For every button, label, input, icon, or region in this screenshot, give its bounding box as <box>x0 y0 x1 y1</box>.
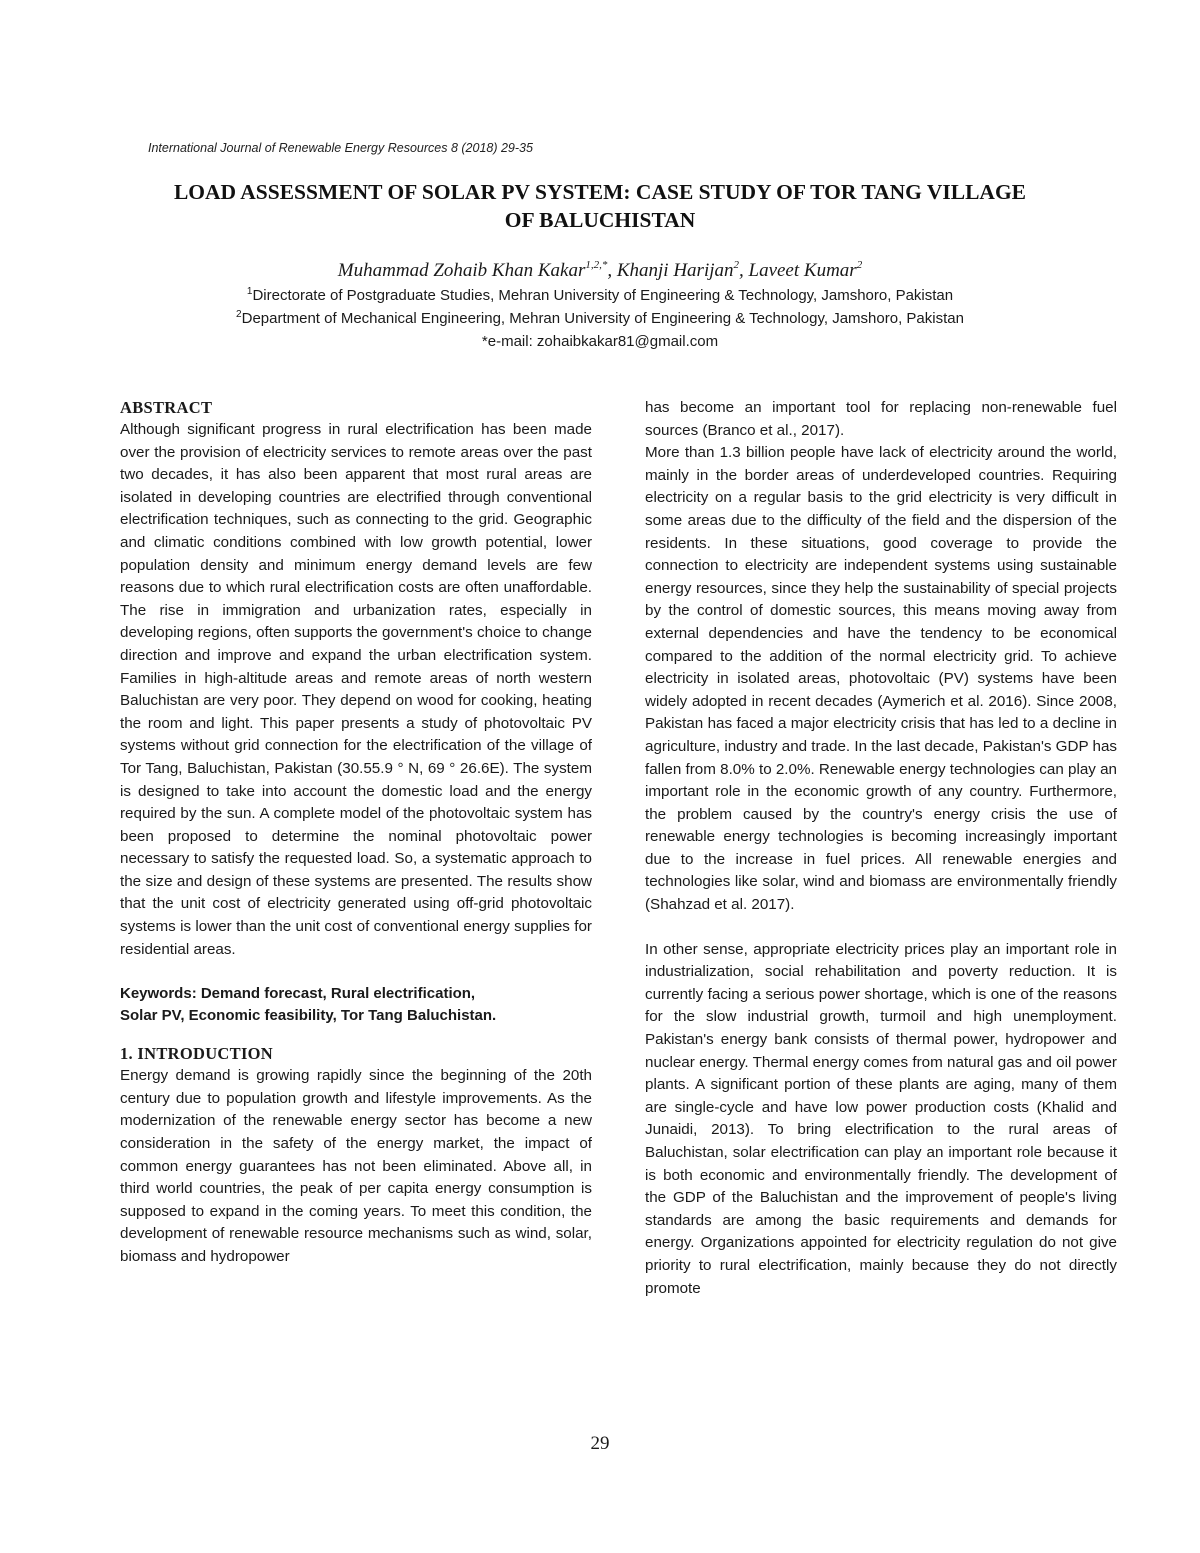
paragraph-1: has become an important tool for replacing non-renewable fuel sources (Branco et al., 2017). <box>645 399 1117 439</box>
author-separator: , <box>607 260 617 281</box>
abstract-text: Although significant progress in rural electrification has been made over the provision of electricity services to remote areas over the past two decades, it has also been apparent that most rural areas are isolated in developing countries are electrified through conventional electrification techniques, such as connecting to the grid. Geographic and climatic conditions combined with low growth potential, lower population density and minimum energy demand levels are few reasons due to which rural electrification costs are often unaffordable. The rise in immigration and urbanization rates, especially in developing regions, often supports the government's choice to change direction and improve and expand the urban electrification system. Families in high-altitude areas and remote areas of north western Baluchistan are very poor. They depend on wood for cooking, heating the room and light. This paper presents a study of photovoltaic PV systems without grid connection for the electrification of the village of Tor Tang, Baluchistan, Pakistan (30.55.9 ° N, 69 ° 26.6E). The system is designed to take into account the domestic load and the energy required by the sun. A complete model of the photovoltaic system has been proposed to determine the nominal photovoltaic power necessary to satisfy the requested load. So, a systematic approach to the size and design of these systems are presented. The results show that the unit cost of electricity generated using off-grid photovoltaic systems is lower than the unit cost of conventional energy supplies for residential areas. <box>120 421 592 958</box>
contact-email: *e-mail: zohaibkakar81@gmail.com <box>481 333 719 350</box>
affiliation-2 <box>120 309 1080 329</box>
affiliation-1-text: Directorate of Postgraduate Studies, Mehran University of Engineering & Technology, Jamshoro, Pakistan <box>252 287 954 304</box>
keywords-line-1: Keywords: Demand forecast, Rural electrification, <box>120 985 476 1003</box>
author-2-affil: 2 <box>733 259 739 271</box>
affiliation-2-text: Department of Mechanical Engineering, Mehran University of Engineering & Technology, Jamshoro, Pakistan <box>241 310 964 327</box>
introduction-text: Energy demand is growing rapidly since the beginning of the 20th century due to population growth and lifestyle improvements. As the modernization of the renewable energy sector has become a new consideration in the safety of the energy market, the impact of common energy guarantees has not been eliminated. Above all, in third world countries, the peak of per capita energy consumption is supposed to expand in the coming years. To meet this condition, the development of renewable resource mechanisms such as wind, solar, biomass and hydropower <box>120 1067 592 1265</box>
right-column <box>645 397 1117 1300</box>
page-number: 29 <box>590 1433 610 1454</box>
author-list <box>120 258 1080 284</box>
title-line-1: LOAD ASSESSMENT OF SOLAR PV SYSTEM: CASE STUDY OF TOR TANG VILLAGE <box>173 180 1027 204</box>
introduction-heading: 1. INTRODUCTION <box>120 1044 274 1064</box>
affiliation-1-mark: 1 <box>246 286 253 297</box>
paragraph-3: In other sense, appropriate electricity prices play an important role in industrialization, social rehabilitation and poverty reduction. It is currently facing a serious power shortage, which is one of the reasons for the slow industrial growth, turmoil and high unemployment. Pakistan's energy bank consists of thermal power, hydropower and nuclear energy. Thermal energy comes from natural gas and oil power plants. A significant portion of these plants are aging, many of them are single-cycle and have low power production costs (Khalid and Junaidi, 2013). To bring electrification to the rural areas of Baluchistan, solar electrification can play an important role because it is both economic and environmentally friendly. The development of the GDP of the Baluchistan and the improvement of people's living standards are among the basic requirements and demands for energy. Organizations appointed for electricity regulation do not give priority to rural electrification, mainly because they do not directly promote <box>645 940 1117 1297</box>
paper-title <box>120 178 1080 234</box>
affiliation-2-mark: 2 <box>236 309 242 320</box>
left-column <box>120 397 592 1269</box>
title-line-2: OF BALUCHISTAN <box>504 208 696 232</box>
affiliation-1 <box>120 286 1080 306</box>
keywords-line-2: Solar PV, Economic feasibility, Tor Tang Baluchistan. <box>120 1007 497 1025</box>
author-1-affil: 1,2,* <box>585 259 608 271</box>
author-3: Laveet Kumar <box>748 260 857 281</box>
author-1: Muhammad Zohaib Khan Kakar <box>337 260 586 281</box>
author-separator: , <box>739 260 749 281</box>
abstract-heading: ABSTRACT <box>120 398 213 417</box>
author-3-affil: 2 <box>856 259 863 271</box>
author-2: Khanji Harijan <box>616 260 734 281</box>
paragraph-2: More than 1.3 billion people have lack of electricity around the world, mainly in the border areas of underdeveloped countries. Requiring electricity on a regular basis to the grid electricity is very difficult in some areas due to the difficulty of the field and the dispersion of the residents. In these situations, good coverage to provide the connection to electricity are independent systems using sustainable energy resources, since they help the sustainability of special projects by the control of domestic sources, this means moving away from external dependencies and have the tendency to be economical compared to the addition of the normal electricity grid. To achieve electricity in isolated areas, photovoltaic (PV) systems have been widely adopted in recent decades (Aymerich et al. 2016). Since 2008, Pakistan has faced a major electricity crisis that has led to a decline in agriculture, industry and trade. In the last decade, Pakistan's GDP has fallen from 8.0% to 2.0%. Renewable energy technologies can play an important role in the economic growth of any country. Furthermore, the problem caused by the country's energy crisis the use of renewable energy technologies is becoming increasingly important due to the increase in fuel prices. All renewable energies and technologies like solar, wind and biomass are environmentally friendly (Shahzad et al. 2017). <box>645 444 1118 914</box>
journal-citation: International Journal of Renewable Energy Resources 8 (2018) 29-35 <box>148 141 533 155</box>
